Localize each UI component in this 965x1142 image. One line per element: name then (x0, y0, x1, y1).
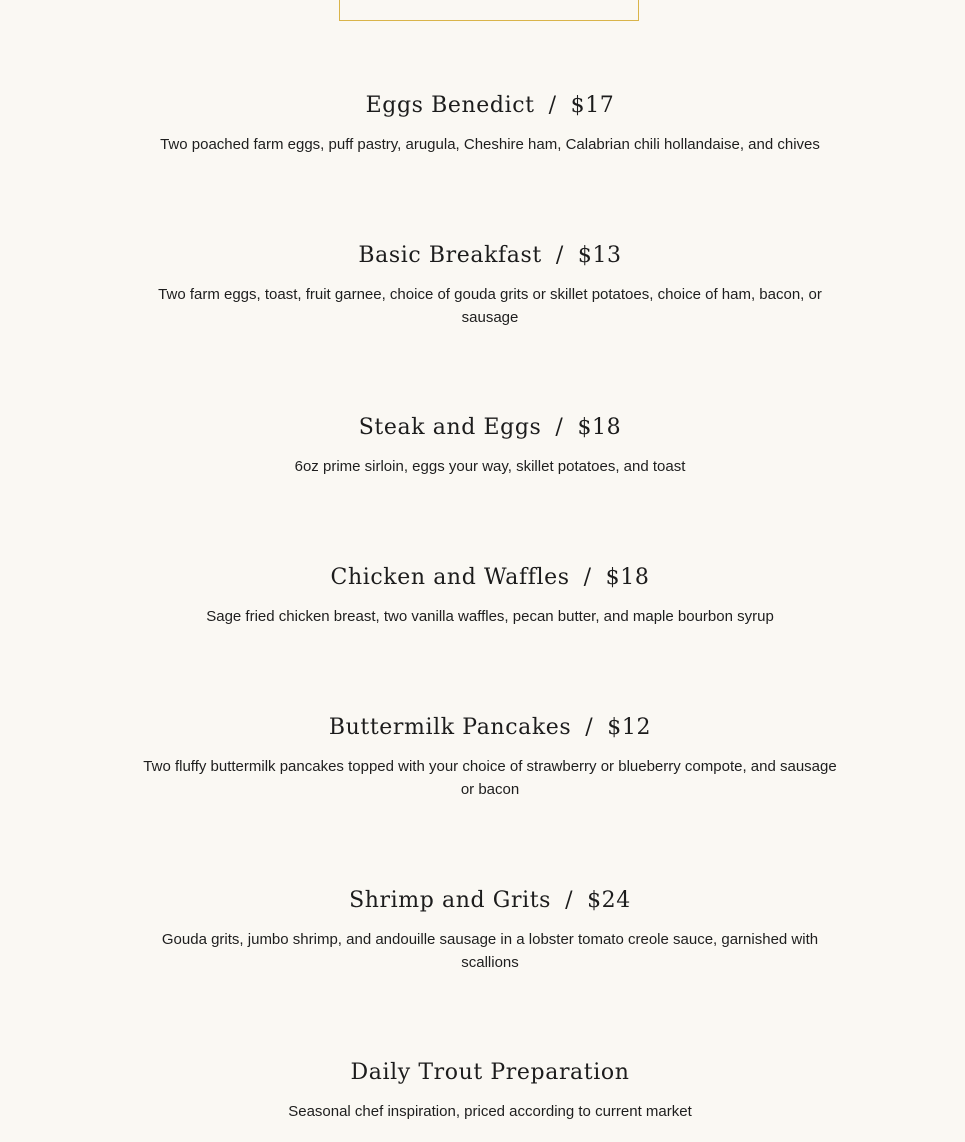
menu-header-frame (339, 0, 639, 21)
menu-item-description: Seasonal chef inspiration, priced according to current market (288, 1103, 692, 1120)
menu-item-name: Eggs Benedict (365, 93, 535, 118)
menu-item-eggs-benedict (140, 91, 840, 156)
menu-item-steak-and-eggs (140, 413, 840, 478)
menu-item-daily-trout (140, 1058, 840, 1123)
price-separator: / (555, 243, 564, 268)
menu-item-title (140, 413, 840, 443)
menu-item-title (140, 886, 840, 916)
menu-item-price: $18 (577, 415, 622, 440)
menu-item-description: Two fluffy buttermilk pancakes topped with your choice of strawberry or blueberry compote, and sausage or bacon (143, 758, 837, 798)
menu-item-description: 6oz prime sirloin, eggs your way, skillet potatoes, and toast (294, 458, 686, 475)
menu-item-price: $13 (577, 243, 622, 268)
menu-item-description: Sage fried chicken breast, two vanilla waffles, pecan butter, and maple bourbon syrup (206, 608, 774, 625)
menu-item-description: Gouda grits, jumbo shrimp, and andouille sausage in a lobster tomato creole sauce, garnished with scallions (161, 931, 819, 971)
menu-item-name: Steak and Eggs (358, 415, 542, 440)
menu-item-chicken-and-waffles (140, 563, 840, 628)
menu-item-buttermilk-pancakes (140, 713, 840, 801)
price-separator: / (555, 415, 564, 440)
menu-item-name: Chicken and Waffles (330, 565, 570, 590)
menu-item-title (140, 241, 840, 271)
menu-item-description: Two poached farm eggs, puff pastry, arugula, Cheshire ham, Calabrian chili hollandaise, and chives (160, 136, 820, 153)
menu-item-name: Shrimp and Grits (349, 888, 552, 913)
menu-item-name: Daily Trout Preparation (350, 1060, 630, 1085)
menu-item-price: $12 (607, 715, 652, 740)
menu-item-price: $17 (570, 93, 615, 118)
price-separator: / (565, 888, 574, 913)
menu-item-price: $18 (605, 565, 650, 590)
price-separator: / (583, 565, 592, 590)
menu-item-description: Two farm eggs, toast, fruit garnee, choice of gouda grits or skillet potatoes, choice of ham, bacon, or sausage (158, 286, 822, 326)
price-separator: / (585, 715, 594, 740)
price-separator: / (548, 93, 557, 118)
menu-item-shrimp-and-grits (140, 886, 840, 974)
menu-item-price: $24 (587, 888, 631, 913)
menu-item-title (140, 1058, 840, 1088)
menu-item-name: Buttermilk Pancakes (328, 715, 572, 740)
menu-item-name: Basic Breakfast (358, 243, 542, 268)
menu-item-basic-breakfast (140, 241, 840, 329)
menu-item-title (140, 91, 840, 121)
menu-item-title (140, 563, 840, 593)
menu-item-title (140, 713, 840, 743)
